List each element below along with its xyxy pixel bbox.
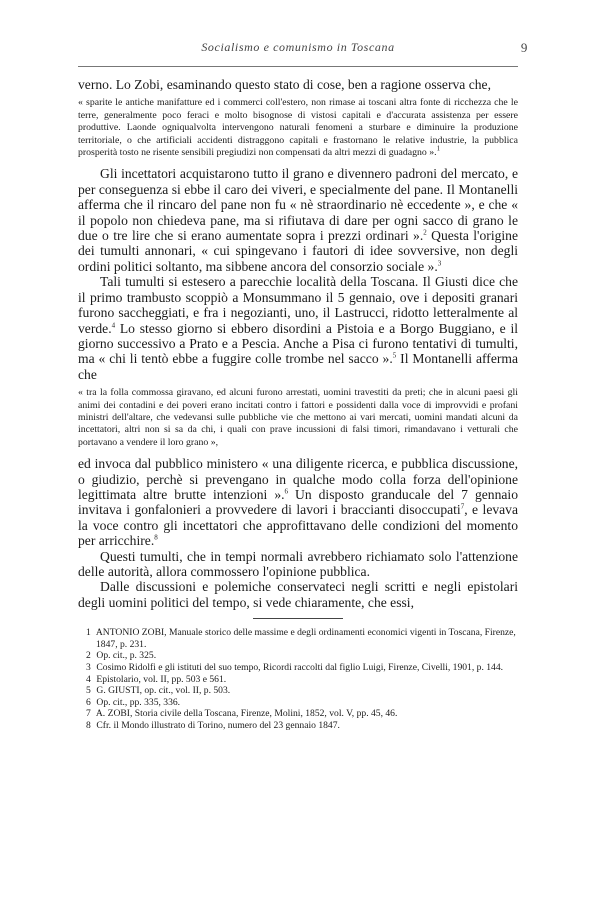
footnote-text: Cosimo Ridolfi e gli istituti del suo tempo, Ricordi raccolti dal figlio Luigi, Firenze, Civelli, 1901, p. 144. — [96, 662, 504, 673]
paragraph-text: Lo stesso giorno si ebbero disordini a Pistoia e a Borgo Buggiano, e il giorno successivo a Prato e a Pescia. Anche a Pisa ci furono tentativi di tumulti, ma « chi li tentò ebbe a fuggire colle trombe nel sacco ». — [78, 320, 518, 367]
footnote-text: A. ZOBI, Storia civile della Toscana, Firenze, Molini, 1852, vol. V, pp. 45, 46. — [95, 708, 398, 720]
paragraph-text: Questa l'origine dei tumulti annonari, « cui spingevano i fautori di idee sovversive, non degli ordini politici soltanto, ma sibbene ancora del consorzio sociale ». — [78, 228, 519, 274]
footnote-number: 6 — [86, 696, 91, 708]
running-head — [78, 40, 528, 58]
footnote-number: 3 — [86, 662, 91, 673]
footnote-number: 4 — [86, 673, 91, 685]
block-quote — [78, 97, 518, 159]
paragraph-text: Un disposto granducale del 7 gennaio invitava i gonfalonieri a provvedere di lavori i braccianti disoccupati — [78, 486, 518, 518]
page — [78, 40, 528, 732]
footnote — [78, 674, 518, 686]
paragraph-text: Tali tumulti si estesero a parecchie località della Toscana. Il Giusti dice che il primo trambusto scoppiò a Monsummano il 5 gennaio, ove i depositi granari furono saccheggiati, e fra i negozianti, uno, il Lastrucci, ridotto letteralmente al verde. — [78, 274, 518, 336]
footnote-ref: 3 — [437, 259, 442, 268]
paragraph — [78, 166, 518, 274]
paragraph — [78, 579, 518, 610]
paragraph-text: Il Montanelli afferma che — [78, 351, 518, 382]
paragraph — [78, 274, 518, 382]
footnote — [78, 708, 518, 720]
footnote — [78, 662, 518, 674]
paragraph — [78, 549, 518, 580]
footnote-ref: 5 — [392, 351, 397, 360]
footnote — [78, 697, 518, 709]
footnote — [78, 685, 518, 697]
footnote — [78, 627, 518, 650]
footnote-text: Cfr. il Mondo illustrato di Torino, numero del 23 gennaio 1847. — [96, 719, 340, 731]
footnote-text: Epistolario, vol. II, pp. 503 e 561. — [96, 673, 227, 685]
paragraph-text: Dalle discussioni e polemiche conservateci negli scritti e negli epistolari degli uomini politici del tempo, si vede chiaramente, che essi, — [78, 579, 518, 610]
paragraph — [78, 456, 518, 548]
footnote-ref: 4 — [111, 320, 116, 329]
paragraph-text: , e levava la voce contro gli incettatori che approfittavano delle condizioni del momento per arricchire. — [78, 502, 519, 549]
footnote-ref: 2 — [423, 228, 427, 237]
footnote-separator — [253, 618, 343, 619]
body-text — [78, 77, 518, 610]
footnote-number: 2 — [86, 650, 91, 662]
paragraph-text: Questi tumulti, che in tempi normali avrebbero richiamato solo l'attenzione delle autorità, allora commossero l'opinione pubblica. — [78, 548, 518, 579]
paragraph-text: Gli incettatori acquistarono tutto il grano e divennero padroni del mercato, e per conseguenza si ebbe il caro dei viveri, e specialmente del pane. Il Montanelli afferma che il rincaro del pane non fu « nè straordinario nè eccedente », e che « il popolo non chiedeva pane, ma si rifiutava di dare per ogni sacco di grano le due o tre lire che si erano aumentate sopra i prezzi ordinari ». — [78, 166, 518, 244]
footnote-text: Op. cit., pp. 335, 336. — [96, 696, 181, 708]
footnote-ref: 7 — [460, 502, 465, 511]
footnote-number: 1 — [86, 627, 91, 639]
footnote-number: 7 — [86, 708, 91, 720]
footnote-ref: 8 — [154, 533, 158, 542]
footnote-number: 5 — [86, 685, 91, 697]
quote-text: « sparite le antiche manifatture ed i commerci coll'estero, non rimase ai toscani altra fonte di ricchezza che le terre, generalmente poco feraci e molto bisognose di vistosi capitali e d'accurata assistenza per essere produttive. Laonde ogniqualvolta intervengono naturali fenomeni a sturbare e diminuire la produzione territoriale, o che artificiali accidenti distraggono capitali e frastornano le relative industrie, la pubblica prosperità tosto ne risente sensibili pregiudizi non compensati da altri mezzi di guadagno ». — [78, 97, 518, 159]
footnote — [78, 650, 518, 662]
footnote-text: ANTONIO ZOBI, Manuale storico delle massime e degli ordinamenti economici vigenti in Toscana, Firenze, 1847, p. 231. — [95, 627, 516, 650]
paragraph-text: verno. Lo Zobi, esaminando questo stato di cose, ben a ragione osserva che, — [78, 77, 491, 92]
block-quote — [78, 387, 518, 449]
footnote-ref: 1 — [436, 144, 441, 153]
footnote-ref: 6 — [284, 487, 289, 496]
paragraph — [78, 77, 518, 92]
quote-text: « tra la folla commossa giravano, ed alcuni furono arrestati, uomini travestiti da preti; che in alcuni paesi gli animi dei contadini e dei poveri erano incitati contro i fattori e possidenti dalla voce di improvvidi e profani ministri dell'altare, che vedevansi sulle pubbliche vie che mettono ai vari mercati, uomini mandati alcuni da incettatori, altri non si sa da chi, i quali con prave incussioni di falsi timori, rimandavano i vetturali che portavano a vendere il loro grano », — [78, 387, 518, 448]
paragraph-text: ed invoca dal pubblico ministero « una diligente ricerca, e pubblica discussione, o giudizio, perchè si prevengano in qualche modo colla forza dell'opinione legittimata altre brutte intenzioni ». — [78, 456, 518, 502]
footnote-number: 8 — [86, 719, 91, 731]
footnote-text: G. GIUSTI, op. cit., vol. II, p. 503. — [96, 685, 231, 697]
footnote-text: Op. cit., p. 325. — [96, 650, 157, 662]
footnote — [78, 720, 518, 732]
footnotes — [78, 627, 518, 731]
page-number: 9 — [520, 40, 528, 55]
running-title: Socialismo e comunismo in Toscana — [201, 40, 395, 54]
header-rule — [78, 66, 518, 67]
